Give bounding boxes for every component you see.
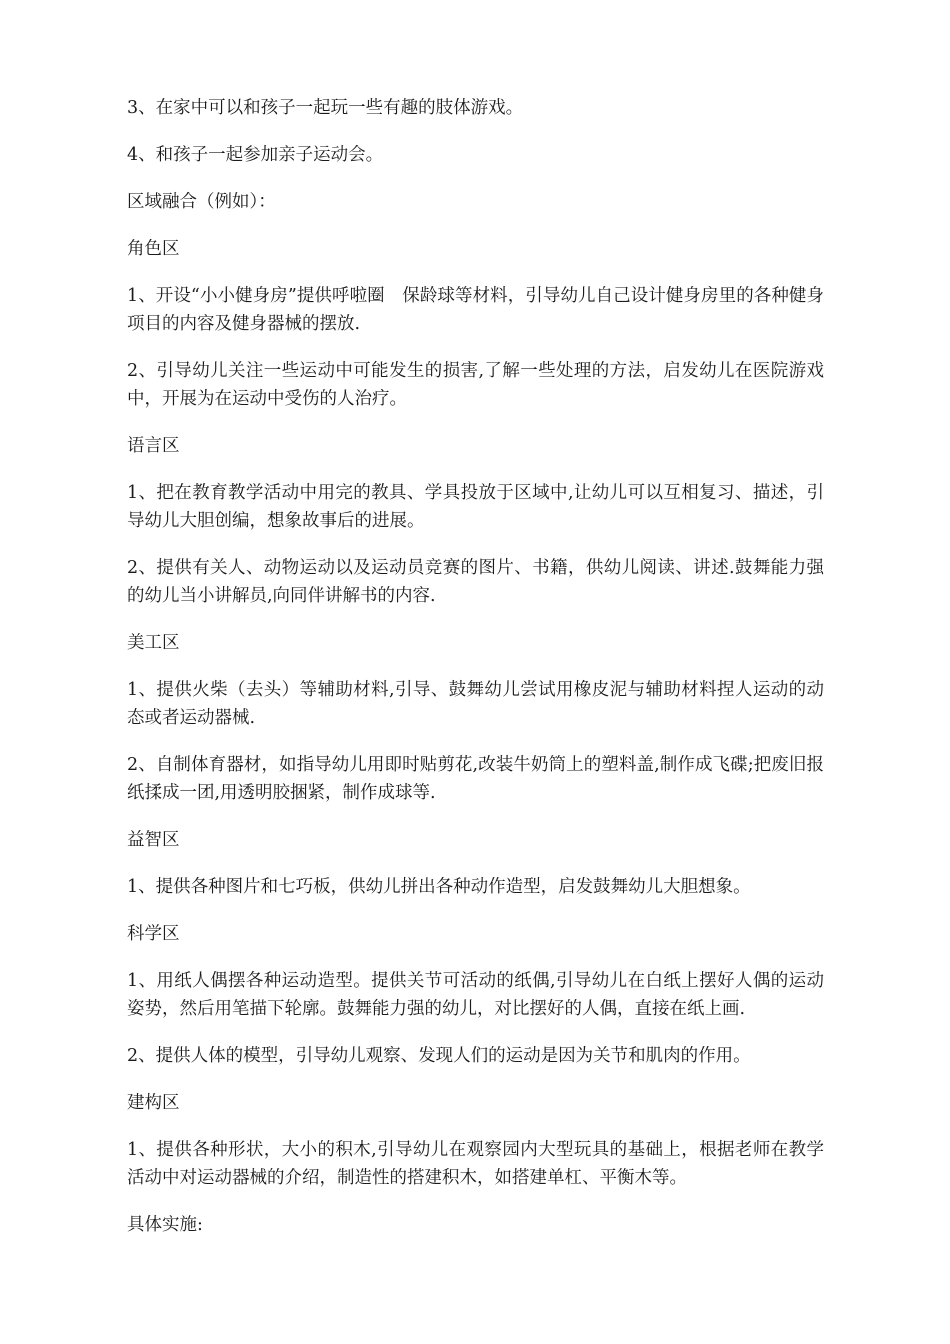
paragraph-construction-1: 1、提供各种形状，大小的积木,引导幼儿在观察园内大型玩具的基础上，根据老师在教学活动中对运动器械的介绍，制造性的搭建积木，如搭建单杠、平衡木等。 <box>127 1140 824 1188</box>
paragraph-role-2: 2、引导幼儿关注一些运动中可能发生的损害,了解一些处理的方法，启发幼儿在医院游戏中，开展为在运动中受伤的人治疗。 <box>127 361 824 409</box>
paragraph-science-1: 1、用纸人偶摆各种运动造型。提供关节可活动的纸偶,引导幼儿在白纸上摆好人偶的运动姿势，然后用笔描下轮廓。鼓舞能力强的幼儿，对比摆好的人偶，直接在纸上画. <box>127 971 824 1019</box>
paragraph-item-3: 3、在家中可以和孩子一起玩一些有趣的肢体游戏。 <box>127 98 524 118</box>
section-heading-area-integration: 区域融合（例如）： <box>127 192 276 212</box>
paragraph-science-2: 2、提供人体的模型，引导幼儿观察、发现人们的运动是因为关节和肌肉的作用。 <box>127 1046 751 1066</box>
paragraph-art-1: 1、提供火柴（去头）等辅助材料,引导、鼓舞幼儿尝试用橡皮泥与辅助材料捏人运动的动态或者运动器械. <box>127 680 824 728</box>
paragraph-art-2: 2、自制体育器材，如指导幼儿用即时贴剪花,改装牛奶筒上的塑料盖,制作成飞碟;把废旧报纸揉成一团,用透明胶捆紧，制作成球等. <box>127 755 824 803</box>
section-heading-construction-area: 建构区 <box>127 1093 180 1113</box>
section-heading-puzzle-area: 益智区 <box>127 830 180 850</box>
paragraph-language-1: 1、把在教育教学活动中用完的教具、学具投放于区域中,让幼儿可以互相复习、描述，引导幼儿大胆创编，想象故事后的进展。 <box>127 483 824 531</box>
document-page <box>127 94 824 1258</box>
section-heading-role-area: 角色区 <box>127 239 180 259</box>
paragraph-role-1: 1、开设“小小健身房”提供呼啦圈 保龄球等材料，引导幼儿自己设计健身房里的各种健身项目的内容及健身器械的摆放. <box>127 286 824 334</box>
section-heading-language-area: 语言区 <box>127 436 180 456</box>
section-heading-art-area: 美工区 <box>127 633 180 653</box>
section-heading-science-area: 科学区 <box>127 924 180 944</box>
paragraph-item-4: 4、和孩子一起参加亲子运动会。 <box>127 145 384 165</box>
section-heading-implementation: 具体实施: <box>127 1215 203 1235</box>
paragraph-language-2: 2、提供有关人、动物运动以及运动员竞赛的图片、书籍，供幼儿阅读、讲述.鼓舞能力强的幼儿当小讲解员,向同伴讲解书的内容. <box>127 558 824 606</box>
paragraph-puzzle-1: 1、提供各种图片和七巧板，供幼儿拼出各种动作造型，启发鼓舞幼儿大胆想象。 <box>127 877 751 897</box>
